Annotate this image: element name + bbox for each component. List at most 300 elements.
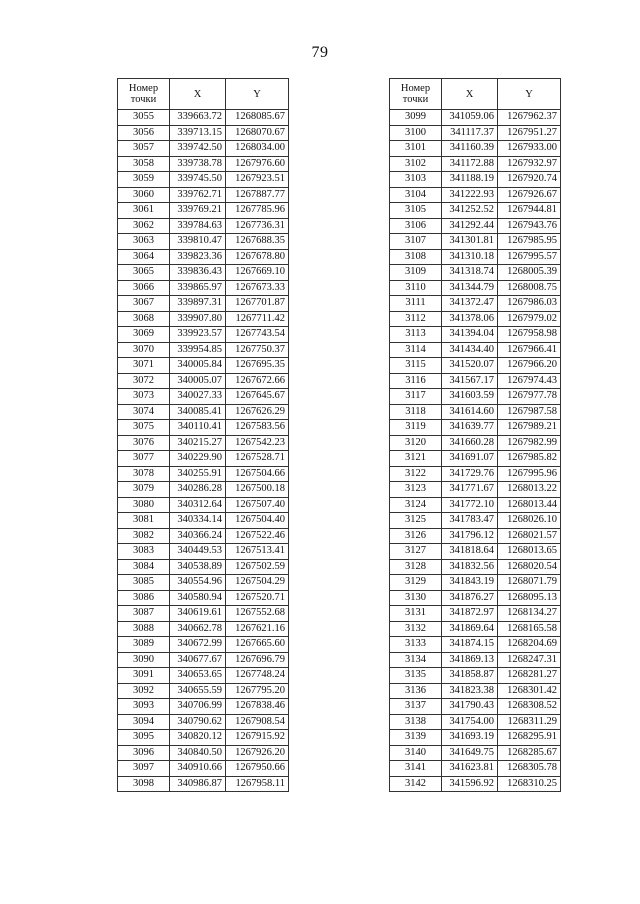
point-number-cell: 3095 [118, 730, 170, 746]
y-coordinate-cell: 1267672.66 [226, 373, 289, 389]
table-row [390, 466, 561, 482]
x-coordinate-cell: 341869.13 [442, 652, 498, 668]
point-number-cell: 3137 [390, 699, 442, 715]
x-coordinate-cell: 340672.99 [170, 637, 226, 653]
point-number-cell: 3069 [118, 327, 170, 343]
y-coordinate-cell: 1268034.00 [226, 141, 289, 157]
table-row [390, 327, 561, 343]
x-coordinate-cell: 341222.93 [442, 187, 498, 203]
x-coordinate-cell: 341301.81 [442, 234, 498, 250]
point-number-cell: 3129 [390, 575, 442, 591]
table-row [390, 637, 561, 653]
x-coordinate-cell: 340840.50 [170, 745, 226, 761]
y-coordinate-cell: 1267528.71 [226, 451, 289, 467]
y-coordinate-cell: 1267982.99 [498, 435, 561, 451]
point-number-cell: 3093 [118, 699, 170, 715]
y-coordinate-cell: 1267995.57 [498, 249, 561, 265]
point-number-cell: 3086 [118, 590, 170, 606]
y-coordinate-cell: 1267958.98 [498, 327, 561, 343]
point-number-cell: 3140 [390, 745, 442, 761]
table-row [390, 141, 561, 157]
y-coordinate-cell: 1268301.42 [498, 683, 561, 699]
point-number-cell: 3106 [390, 218, 442, 234]
x-coordinate-cell: 340110.41 [170, 420, 226, 436]
x-coordinate-cell: 341874.15 [442, 637, 498, 653]
x-coordinate-cell: 341252.52 [442, 203, 498, 219]
y-coordinate-cell: 1267701.87 [226, 296, 289, 312]
point-number-cell: 3081 [118, 513, 170, 529]
table-row [118, 218, 289, 234]
y-coordinate-cell: 1267502.59 [226, 559, 289, 575]
table-row [390, 559, 561, 575]
x-coordinate-cell: 340662.78 [170, 621, 226, 637]
table-row [118, 761, 289, 777]
y-coordinate-cell: 1268134.27 [498, 606, 561, 622]
point-number-cell: 3101 [390, 141, 442, 157]
y-coordinate-cell: 1267665.60 [226, 637, 289, 653]
y-coordinate-cell: 1267507.40 [226, 497, 289, 513]
point-number-cell: 3068 [118, 311, 170, 327]
y-coordinate-cell: 1268021.57 [498, 528, 561, 544]
point-number-cell: 3112 [390, 311, 442, 327]
x-coordinate-cell: 341832.56 [442, 559, 498, 575]
y-coordinate-cell: 1267989.21 [498, 420, 561, 436]
table-row [118, 699, 289, 715]
x-coordinate-cell: 339897.31 [170, 296, 226, 312]
table-row [118, 420, 289, 436]
point-number-cell: 3123 [390, 482, 442, 498]
table-row [390, 668, 561, 684]
table-row [118, 482, 289, 498]
point-number-cell: 3099 [390, 110, 442, 126]
header-point-number: Номер точки [390, 79, 442, 110]
y-coordinate-cell: 1267696.79 [226, 652, 289, 668]
point-number-cell: 3131 [390, 606, 442, 622]
point-number-cell: 3100 [390, 125, 442, 141]
point-number-cell: 3132 [390, 621, 442, 637]
point-number-cell: 3138 [390, 714, 442, 730]
table-row [390, 172, 561, 188]
x-coordinate-cell: 341394.04 [442, 327, 498, 343]
y-coordinate-cell: 1267944.81 [498, 203, 561, 219]
table-row [118, 513, 289, 529]
point-number-cell: 3076 [118, 435, 170, 451]
table-row [390, 342, 561, 358]
point-number-cell: 3120 [390, 435, 442, 451]
table-header-row [118, 79, 289, 110]
y-coordinate-cell: 1268281.27 [498, 668, 561, 684]
y-coordinate-cell: 1268005.39 [498, 265, 561, 281]
point-number-cell: 3094 [118, 714, 170, 730]
x-coordinate-cell: 341869.64 [442, 621, 498, 637]
point-number-cell: 3125 [390, 513, 442, 529]
y-coordinate-cell: 1267887.77 [226, 187, 289, 203]
y-coordinate-cell: 1268020.54 [498, 559, 561, 575]
x-coordinate-cell: 339663.72 [170, 110, 226, 126]
point-number-cell: 3056 [118, 125, 170, 141]
x-coordinate-cell: 341729.76 [442, 466, 498, 482]
table-row [118, 311, 289, 327]
point-number-cell: 3122 [390, 466, 442, 482]
y-coordinate-cell: 1267933.00 [498, 141, 561, 157]
table-row [390, 280, 561, 296]
table-row [390, 683, 561, 699]
y-coordinate-cell: 1267979.02 [498, 311, 561, 327]
y-coordinate-cell: 1267966.41 [498, 342, 561, 358]
table-row [390, 590, 561, 606]
x-coordinate-cell: 340449.53 [170, 544, 226, 560]
table-row [390, 249, 561, 265]
table-row [118, 296, 289, 312]
y-coordinate-cell: 1268295.91 [498, 730, 561, 746]
x-coordinate-cell: 341520.07 [442, 358, 498, 374]
y-coordinate-cell: 1267695.35 [226, 358, 289, 374]
point-number-cell: 3142 [390, 776, 442, 792]
x-coordinate-cell: 341344.79 [442, 280, 498, 296]
table-row [118, 730, 289, 746]
table-row [118, 358, 289, 374]
table-row [118, 683, 289, 699]
y-coordinate-cell: 1268013.44 [498, 497, 561, 513]
point-number-cell: 3074 [118, 404, 170, 420]
point-number-cell: 3127 [390, 544, 442, 560]
y-coordinate-cell: 1267504.40 [226, 513, 289, 529]
table-row [118, 327, 289, 343]
table-row [118, 621, 289, 637]
y-coordinate-cell: 1268008.75 [498, 280, 561, 296]
point-number-cell: 3121 [390, 451, 442, 467]
y-coordinate-cell: 1267673.33 [226, 280, 289, 296]
y-coordinate-cell: 1267974.43 [498, 373, 561, 389]
point-number-cell: 3107 [390, 234, 442, 250]
table-row [118, 668, 289, 684]
x-coordinate-cell: 340986.87 [170, 776, 226, 792]
table-row [390, 745, 561, 761]
y-coordinate-cell: 1267966.20 [498, 358, 561, 374]
table-row [118, 389, 289, 405]
table-row [118, 373, 289, 389]
table-row [390, 404, 561, 420]
y-coordinate-cell: 1268311.29 [498, 714, 561, 730]
y-coordinate-cell: 1267711.42 [226, 311, 289, 327]
table-row [390, 776, 561, 792]
x-coordinate-cell: 340790.62 [170, 714, 226, 730]
y-coordinate-cell: 1267962.37 [498, 110, 561, 126]
table-row [390, 156, 561, 172]
point-number-cell: 3133 [390, 637, 442, 653]
table-row [390, 621, 561, 637]
x-coordinate-cell: 341603.59 [442, 389, 498, 405]
table-row [118, 435, 289, 451]
point-number-cell: 3113 [390, 327, 442, 343]
x-coordinate-cell: 341649.75 [442, 745, 498, 761]
x-coordinate-cell: 339784.63 [170, 218, 226, 234]
table-row [390, 420, 561, 436]
x-coordinate-cell: 341567.17 [442, 373, 498, 389]
point-number-cell: 3087 [118, 606, 170, 622]
y-coordinate-cell: 1267542.23 [226, 435, 289, 451]
x-coordinate-cell: 341160.39 [442, 141, 498, 157]
y-coordinate-cell: 1267785.96 [226, 203, 289, 219]
x-coordinate-cell: 341639.77 [442, 420, 498, 436]
x-coordinate-cell: 339745.50 [170, 172, 226, 188]
y-coordinate-cell: 1267736.31 [226, 218, 289, 234]
x-coordinate-cell: 341596.92 [442, 776, 498, 792]
table-row [390, 234, 561, 250]
point-number-cell: 3097 [118, 761, 170, 777]
point-number-cell: 3116 [390, 373, 442, 389]
x-coordinate-cell: 341318.74 [442, 265, 498, 281]
table-row [390, 652, 561, 668]
table-row [118, 125, 289, 141]
point-number-cell: 3119 [390, 420, 442, 436]
table-row [118, 606, 289, 622]
y-coordinate-cell: 1267985.95 [498, 234, 561, 250]
point-number-cell: 3130 [390, 590, 442, 606]
x-coordinate-cell: 340538.89 [170, 559, 226, 575]
y-coordinate-cell: 1267951.27 [498, 125, 561, 141]
table-row [390, 575, 561, 591]
y-coordinate-cell: 1267950.66 [226, 761, 289, 777]
y-coordinate-cell: 1268071.79 [498, 575, 561, 591]
x-coordinate-cell: 340655.59 [170, 683, 226, 699]
point-number-cell: 3082 [118, 528, 170, 544]
point-number-cell: 3057 [118, 141, 170, 157]
table-row [390, 389, 561, 405]
x-coordinate-cell: 341876.27 [442, 590, 498, 606]
x-coordinate-cell: 340820.12 [170, 730, 226, 746]
x-coordinate-cell: 341372.47 [442, 296, 498, 312]
point-number-cell: 3079 [118, 482, 170, 498]
y-coordinate-cell: 1267504.29 [226, 575, 289, 591]
table-row [118, 280, 289, 296]
table-row [118, 203, 289, 219]
table-row [118, 466, 289, 482]
x-coordinate-cell: 340653.65 [170, 668, 226, 684]
point-number-cell: 3115 [390, 358, 442, 374]
y-coordinate-cell: 1267750.37 [226, 342, 289, 358]
x-coordinate-cell: 341059.06 [442, 110, 498, 126]
y-coordinate-cell: 1268026.10 [498, 513, 561, 529]
x-coordinate-cell: 340085.41 [170, 404, 226, 420]
header-x: X [442, 79, 498, 110]
point-number-cell: 3067 [118, 296, 170, 312]
point-number-cell: 3141 [390, 761, 442, 777]
header-y: Y [226, 79, 289, 110]
table-row [390, 218, 561, 234]
x-coordinate-cell: 341623.81 [442, 761, 498, 777]
y-coordinate-cell: 1267795.20 [226, 683, 289, 699]
table-row [390, 296, 561, 312]
y-coordinate-cell: 1268070.67 [226, 125, 289, 141]
x-coordinate-cell: 339865.97 [170, 280, 226, 296]
table-row [118, 575, 289, 591]
table-row [118, 745, 289, 761]
table-row [390, 265, 561, 281]
point-number-cell: 3065 [118, 265, 170, 281]
x-coordinate-cell: 341292.44 [442, 218, 498, 234]
table-row [118, 234, 289, 250]
point-number-cell: 3071 [118, 358, 170, 374]
y-coordinate-cell: 1267977.78 [498, 389, 561, 405]
header-point-number: Номер точки [118, 79, 170, 110]
point-number-cell: 3075 [118, 420, 170, 436]
point-number-cell: 3066 [118, 280, 170, 296]
point-number-cell: 3108 [390, 249, 442, 265]
table-row [390, 110, 561, 126]
table-row [390, 373, 561, 389]
point-number-cell: 3139 [390, 730, 442, 746]
table-row [390, 730, 561, 746]
coordinates-table-right [389, 78, 561, 792]
y-coordinate-cell: 1267552.68 [226, 606, 289, 622]
point-number-cell: 3062 [118, 218, 170, 234]
x-coordinate-cell: 341117.37 [442, 125, 498, 141]
table-row [118, 156, 289, 172]
point-number-cell: 3083 [118, 544, 170, 560]
point-number-cell: 3134 [390, 652, 442, 668]
x-coordinate-cell: 341378.06 [442, 311, 498, 327]
table-row [390, 451, 561, 467]
y-coordinate-cell: 1267645.67 [226, 389, 289, 405]
x-coordinate-cell: 341310.18 [442, 249, 498, 265]
table-row [390, 606, 561, 622]
table-row [390, 125, 561, 141]
x-coordinate-cell: 340286.28 [170, 482, 226, 498]
table-row [390, 187, 561, 203]
y-coordinate-cell: 1267743.54 [226, 327, 289, 343]
point-number-cell: 3098 [118, 776, 170, 792]
x-coordinate-cell: 340255.91 [170, 466, 226, 482]
x-coordinate-cell: 341858.87 [442, 668, 498, 684]
point-number-cell: 3073 [118, 389, 170, 405]
x-coordinate-cell: 340677.67 [170, 652, 226, 668]
y-coordinate-cell: 1267522.46 [226, 528, 289, 544]
x-coordinate-cell: 341754.00 [442, 714, 498, 730]
x-coordinate-cell: 341660.28 [442, 435, 498, 451]
point-number-cell: 3114 [390, 342, 442, 358]
table-row [390, 761, 561, 777]
table-row [118, 187, 289, 203]
point-number-cell: 3103 [390, 172, 442, 188]
x-coordinate-cell: 340910.66 [170, 761, 226, 777]
table-row [390, 497, 561, 513]
x-coordinate-cell: 339954.85 [170, 342, 226, 358]
table-row [118, 714, 289, 730]
table-row [390, 482, 561, 498]
table-row [118, 342, 289, 358]
table-row [118, 110, 289, 126]
y-coordinate-cell: 1267995.96 [498, 466, 561, 482]
table-row [390, 435, 561, 451]
x-coordinate-cell: 340554.96 [170, 575, 226, 591]
table-row [390, 358, 561, 374]
x-coordinate-cell: 340706.99 [170, 699, 226, 715]
point-number-cell: 3059 [118, 172, 170, 188]
x-coordinate-cell: 341772.10 [442, 497, 498, 513]
table-row [390, 714, 561, 730]
x-coordinate-cell: 341614.60 [442, 404, 498, 420]
y-coordinate-cell: 1268013.65 [498, 544, 561, 560]
point-number-cell: 3118 [390, 404, 442, 420]
x-coordinate-cell: 340312.64 [170, 497, 226, 513]
point-number-cell: 3128 [390, 559, 442, 575]
point-number-cell: 3126 [390, 528, 442, 544]
y-coordinate-cell: 1267986.03 [498, 296, 561, 312]
point-number-cell: 3091 [118, 668, 170, 684]
x-coordinate-cell: 340334.14 [170, 513, 226, 529]
point-number-cell: 3085 [118, 575, 170, 591]
y-coordinate-cell: 1267513.41 [226, 544, 289, 560]
y-coordinate-cell: 1268285.67 [498, 745, 561, 761]
y-coordinate-cell: 1268204.69 [498, 637, 561, 653]
x-coordinate-cell: 340027.33 [170, 389, 226, 405]
x-coordinate-cell: 341172.88 [442, 156, 498, 172]
x-coordinate-cell: 339823.36 [170, 249, 226, 265]
header-y: Y [498, 79, 561, 110]
y-coordinate-cell: 1268165.58 [498, 621, 561, 637]
table-row [390, 513, 561, 529]
y-coordinate-cell: 1267932.97 [498, 156, 561, 172]
point-number-cell: 3124 [390, 497, 442, 513]
y-coordinate-cell: 1267943.76 [498, 218, 561, 234]
table-row [118, 141, 289, 157]
y-coordinate-cell: 1267926.20 [226, 745, 289, 761]
y-coordinate-cell: 1267500.18 [226, 482, 289, 498]
point-number-cell: 3096 [118, 745, 170, 761]
y-coordinate-cell: 1267985.82 [498, 451, 561, 467]
point-number-cell: 3110 [390, 280, 442, 296]
table-row [118, 590, 289, 606]
x-coordinate-cell: 341818.64 [442, 544, 498, 560]
table-row [390, 544, 561, 560]
x-coordinate-cell: 340580.94 [170, 590, 226, 606]
point-number-cell: 3090 [118, 652, 170, 668]
x-coordinate-cell: 341434.40 [442, 342, 498, 358]
table-row [118, 544, 289, 560]
table-row [390, 203, 561, 219]
point-number-cell: 3063 [118, 234, 170, 250]
x-coordinate-cell: 341823.38 [442, 683, 498, 699]
point-number-cell: 3078 [118, 466, 170, 482]
point-number-cell: 3105 [390, 203, 442, 219]
x-coordinate-cell: 341843.19 [442, 575, 498, 591]
point-number-cell: 3055 [118, 110, 170, 126]
y-coordinate-cell: 1268305.78 [498, 761, 561, 777]
point-number-cell: 3088 [118, 621, 170, 637]
table-row [118, 559, 289, 575]
point-number-cell: 3135 [390, 668, 442, 684]
point-number-cell: 3080 [118, 497, 170, 513]
point-number-cell: 3136 [390, 683, 442, 699]
x-coordinate-cell: 341188.19 [442, 172, 498, 188]
point-number-cell: 3111 [390, 296, 442, 312]
table-row [118, 652, 289, 668]
y-coordinate-cell: 1268085.67 [226, 110, 289, 126]
point-number-cell: 3061 [118, 203, 170, 219]
x-coordinate-cell: 341790.43 [442, 699, 498, 715]
table-row [118, 776, 289, 792]
y-coordinate-cell: 1267920.74 [498, 172, 561, 188]
x-coordinate-cell: 339742.50 [170, 141, 226, 157]
x-coordinate-cell: 340366.24 [170, 528, 226, 544]
y-coordinate-cell: 1268013.22 [498, 482, 561, 498]
x-coordinate-cell: 339907.80 [170, 311, 226, 327]
point-number-cell: 3102 [390, 156, 442, 172]
table-row [118, 528, 289, 544]
x-coordinate-cell: 339762.71 [170, 187, 226, 203]
x-coordinate-cell: 340005.07 [170, 373, 226, 389]
